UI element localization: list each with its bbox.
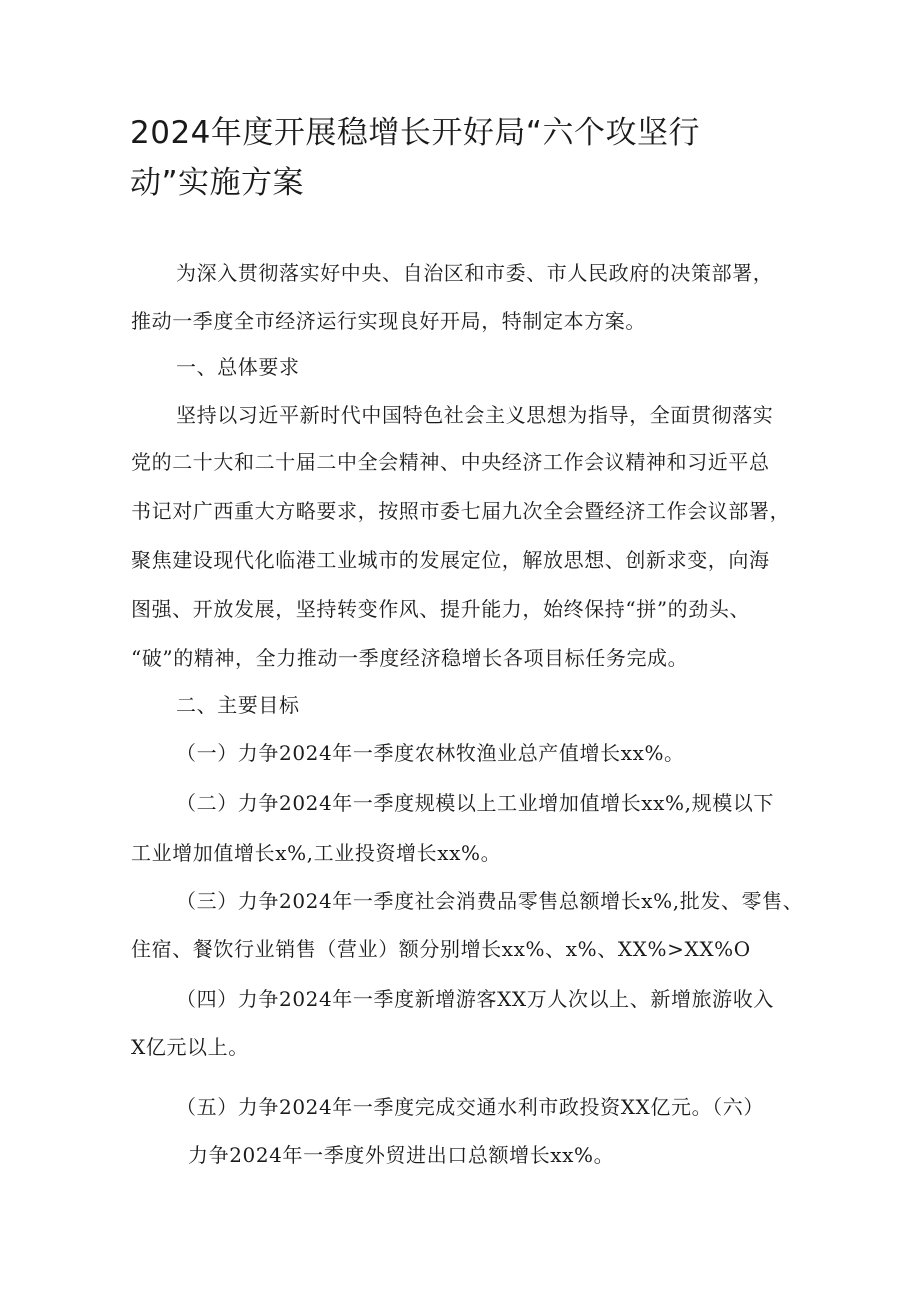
section-heading-overall-requirements: 一、总体要求	[176, 355, 300, 379]
goal-5-line: （五）力争2024年一季度完成交通水利市政投资XX亿元。（六）	[176, 1095, 764, 1119]
title-line-2: 动”实施方案	[130, 165, 305, 201]
goal-4-line-1: （四）力争2024年一季度新增游客XX万人次以上、新增旅游收入	[176, 987, 774, 1011]
title-line-1: 2024年度开展稳增长开好局“六个攻坚行	[130, 115, 700, 151]
goal-4-line-2: X亿元以上。	[131, 1035, 249, 1059]
section1-paragraph-line-6: “破”的精神，全力推动一季度经济稳增长各项目标任务完成。	[131, 646, 689, 670]
section1-paragraph-line-5: 图强、开放发展，坚持转变作风、提升能力，始终保持“拼”的劲头、	[131, 597, 751, 621]
goal-2-line-2: 工业增加值增长x%,工业投资增长xx%。	[131, 841, 502, 865]
section-heading-main-goals: 二、主要目标	[176, 693, 300, 717]
goal-3-line-1: （三）力争2024年一季度社会消费品零售总额增长x%,批发、零售、	[176, 889, 804, 913]
goal-2-line-1: （二）力争2024年一季度规模以上工业增加值增长xx%,规模以下	[176, 791, 775, 815]
intro-line-2: 推动一季度全市经济运行实现良好开局，特制定本方案。	[131, 309, 646, 333]
goal-6-line: 力争2024年一季度外贸进出口总额增长xx%。	[188, 1143, 615, 1167]
intro-line-1: 为深入贯彻落实好中央、自治区和市委、市人民政府的决策部署，	[176, 261, 774, 285]
document-title	[130, 108, 790, 208]
goal-1: （一）力争2024年一季度农林牧渔业总产值增长xx%。	[176, 741, 685, 765]
section1-paragraph-line-3: 书记对广西重大方略要求，按照市委七届九次全会暨经济工作会议部署，	[131, 499, 791, 523]
goal-3-line-2: 住宿、餐饮行业销售（营业）额分别增长xx%、x%、XX%>XX%O	[131, 937, 751, 961]
section1-paragraph-line-1: 坚持以习近平新时代中国特色社会主义思想为指导，全面贯彻落实	[176, 403, 774, 427]
section1-paragraph-line-4: 聚焦建设现代化临港工业城市的发展定位，解放思想、创新求变，向海	[131, 548, 770, 572]
section1-paragraph-line-2: 党的二十大和二十届二中全会精神、中央经济工作会议精神和习近平总	[131, 450, 770, 474]
